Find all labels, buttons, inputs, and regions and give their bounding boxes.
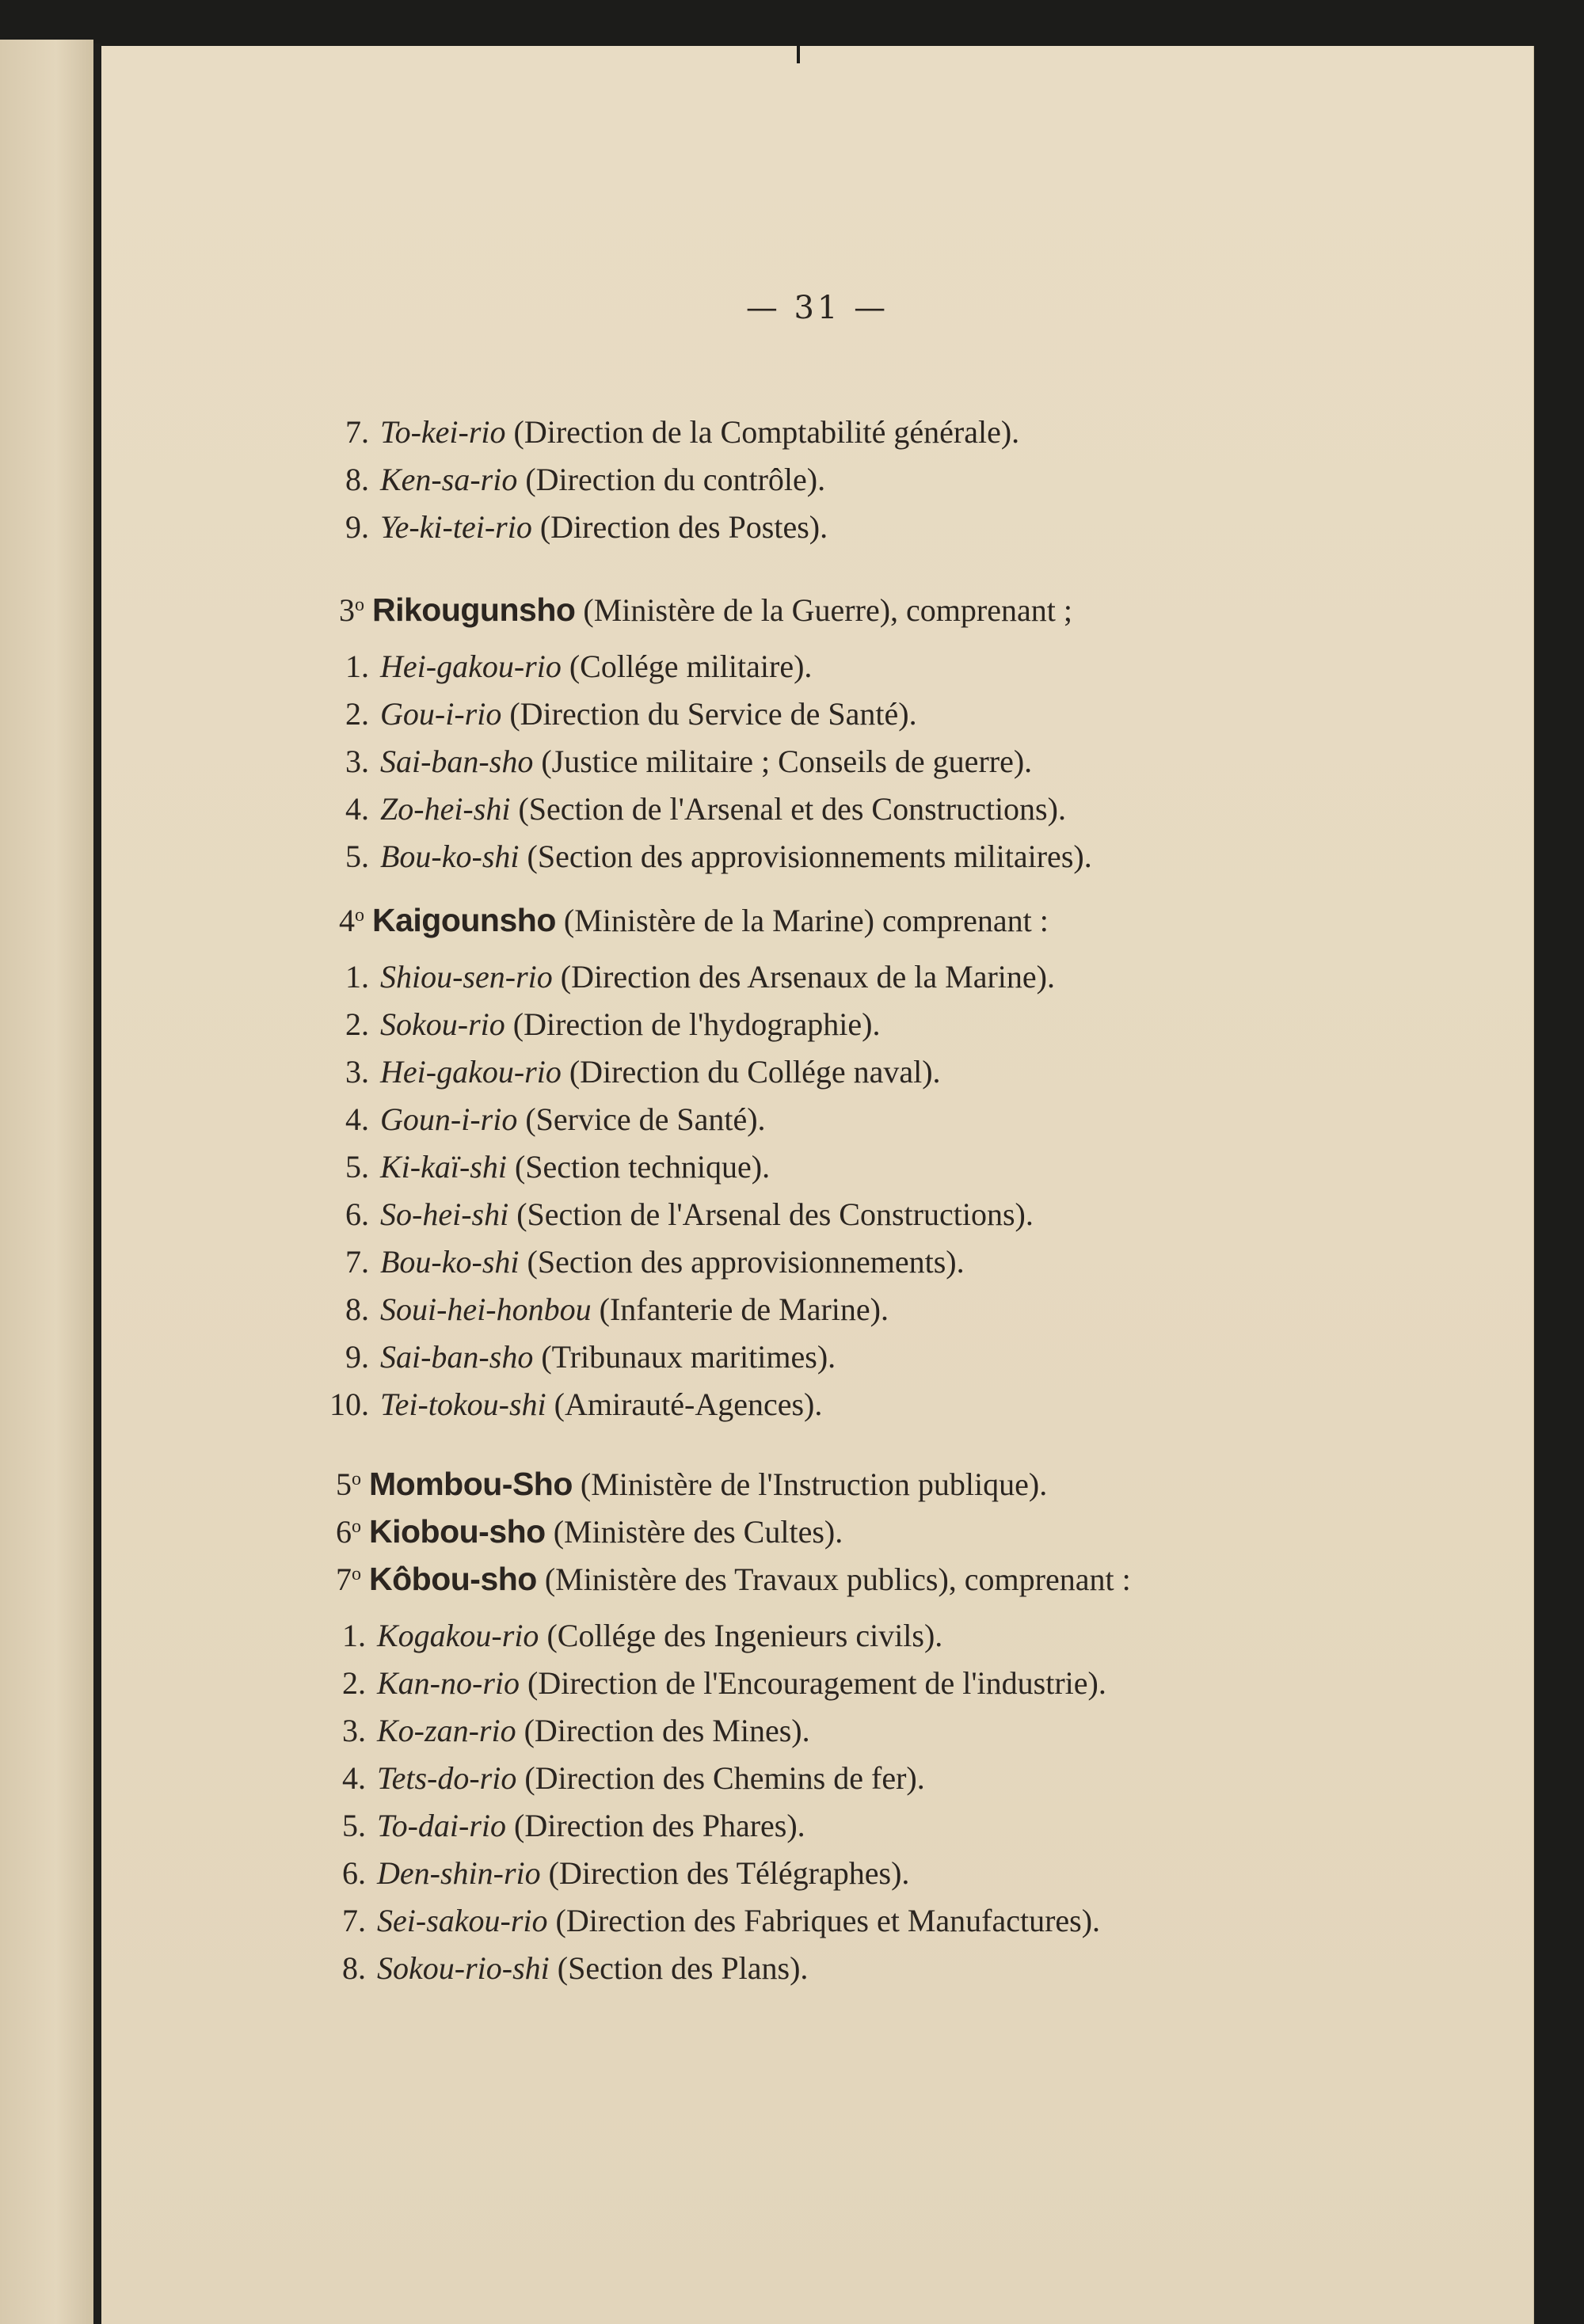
list-item: 4. Goun-i-rio (Service de Santé).	[345, 1101, 766, 1137]
list-item: 1. Hei-gakou-rio (Collége militaire).	[345, 649, 813, 684]
list-item: 5. Ki-kaï-shi (Section technique).	[345, 1149, 771, 1185]
list-item: 8. Soui-hei-honbou (Infanterie de Marine).	[345, 1291, 889, 1327]
list-item: 3. Ko-zan-rio (Direction des Mines).	[342, 1713, 810, 1748]
list-item: 2. Gou-i-rio (Direction du Service de Santé).	[345, 696, 917, 732]
list-item: 4. Tets-do-rio (Direction des Chemins de fer).	[342, 1760, 925, 1796]
list-item: 1. Shiou-sen-rio (Direction des Arsenaux de la Marine).	[345, 959, 1055, 995]
list-item: 3. Hei-gakou-rio (Direction du Collége naval).	[345, 1054, 941, 1090]
section-heading-public-works: 7$^o$ Kôbou-sho (Ministère des Travaux publics), comprenant :	[336, 1561, 1131, 1597]
list-item: 2. Kan-no-rio (Direction de l'Encouragement de l'industrie).	[342, 1665, 1106, 1701]
list-item: 3. Sai-ban-sho (Justice militaire ; Conseils de guerre).	[345, 744, 1033, 779]
list-item: 8. Sokou-rio-shi (Section des Plans).	[342, 1950, 809, 1986]
document-page	[101, 46, 1534, 2324]
section-heading-cults: 6$^o$ Kiobou-sho (Ministère des Cultes).	[336, 1513, 843, 1550]
list-item: 10. Tei-tokou-shi (Amirauté-Agences).	[329, 1386, 823, 1422]
page-gutter-shadow	[93, 44, 101, 2324]
facing-page-edge	[0, 40, 93, 2324]
list-item: 5. To-dai-rio (Direction des Phares).	[342, 1808, 805, 1843]
list-item: 5. Bou-ko-shi (Section des approvisionnements militaires).	[345, 839, 1092, 874]
list-item: 4. Zo-hei-shi (Section de l'Arsenal et des Constructions).	[345, 791, 1066, 827]
section-heading-war: 3$^o$ Rikougunsho (Ministère de la Guerre), comprenant ;	[339, 591, 1072, 628]
list-item: 6. So-hei-shi (Section de l'Arsenal des Constructions).	[345, 1196, 1034, 1232]
list-item: 7. Bou-ko-shi (Section des approvisionnements).	[345, 1244, 965, 1280]
list-item: 7. Sei-sakou-rio (Direction des Fabriques et Manufactures).	[342, 1903, 1101, 1938]
section-heading-instruction: 5$^o$ Mombou-Sho (Ministère de l'Instruction publique).	[336, 1466, 1048, 1502]
list-item: 8. Ken-sa-rio (Direction du contrôle).	[345, 462, 826, 497]
list-item: 9. Sai-ban-sho (Tribunaux maritimes).	[345, 1339, 836, 1375]
list-item: 6. Den-shin-rio (Direction des Télégraphes).	[342, 1855, 910, 1891]
binding-mark	[797, 46, 800, 63]
list-item: 9. Ye-ki-tei-rio (Direction des Postes).	[345, 509, 828, 545]
list-item: 1. Kogakou-rio (Collége des Ingenieurs civils).	[342, 1618, 943, 1653]
list-item: 7. To-kei-rio (Direction de la Comptabilité générale).	[345, 414, 1020, 450]
list-item: 2. Sokou-rio (Direction de l'hydographie).	[345, 1006, 881, 1042]
section-heading-navy: 4$^o$ Kaigounsho (Ministère de la Marine) comprenant :	[339, 902, 1049, 938]
page-number: — 31 —	[745, 290, 889, 326]
